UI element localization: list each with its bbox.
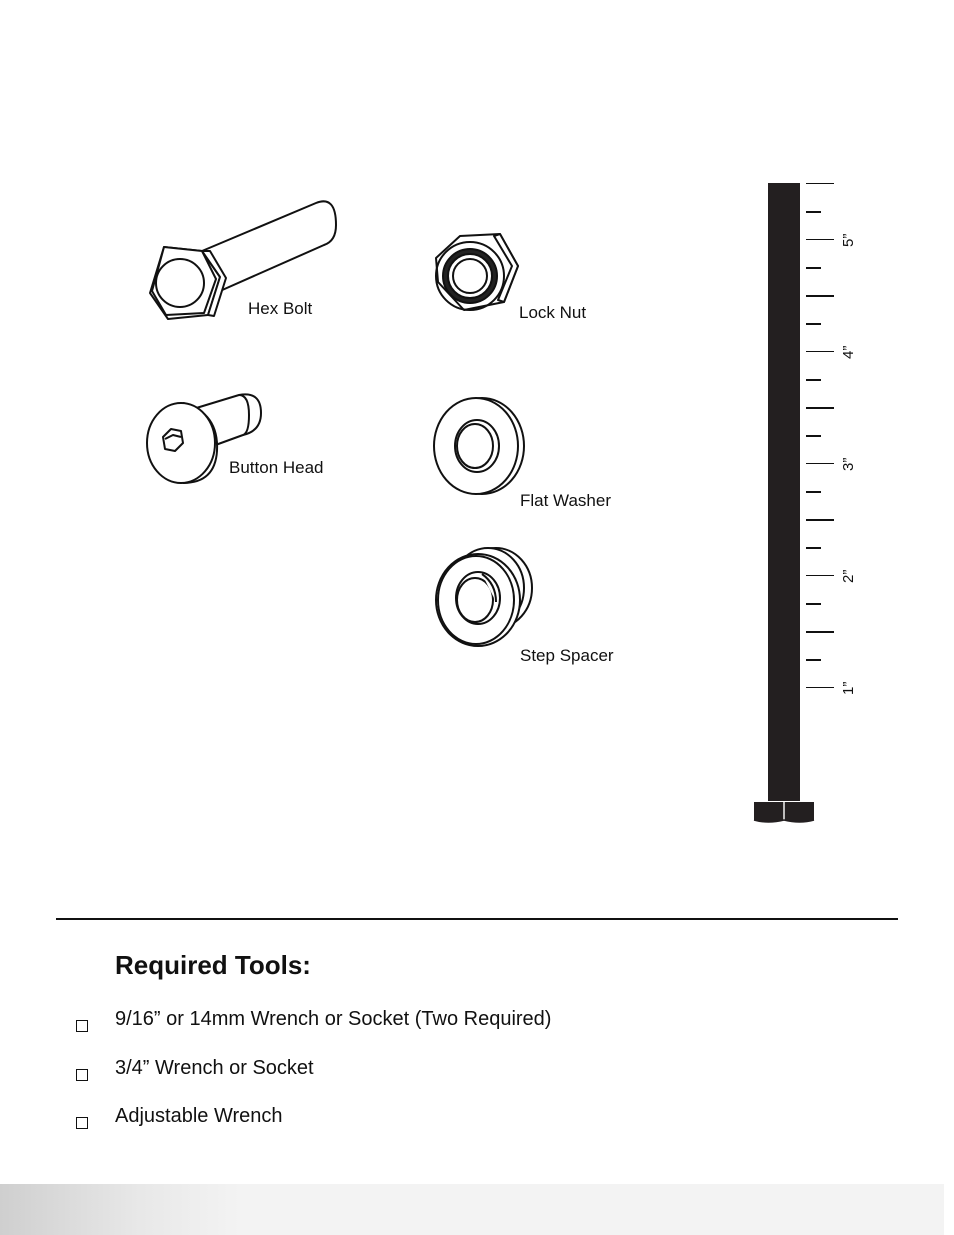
ruler-label-5in: 5” (840, 233, 857, 247)
ruler-tick (806, 379, 821, 381)
lock-nut-icon (432, 232, 524, 314)
tool-checkbox[interactable] (76, 1069, 88, 1081)
ruler-label-1in: 1” (840, 681, 857, 695)
ruler-tick (806, 631, 834, 633)
hex-bolt-label: Hex Bolt (248, 299, 313, 318)
tool-item (76, 1057, 314, 1081)
ruler-tick (806, 267, 821, 269)
flat-washer-icon (430, 396, 530, 500)
ruler-tick (806, 295, 834, 297)
ruler-tick (806, 547, 821, 549)
tool-item-label: 9/16” or 14mm Wrench or Socket (Two Required) (115, 1008, 552, 1030)
ruler-tick (806, 519, 834, 521)
tool-item-label: Adjustable Wrench (115, 1105, 283, 1127)
ruler-tick (806, 323, 821, 325)
ruler-bar (768, 183, 800, 801)
ruler-tick (806, 687, 834, 688)
tool-item-label: 3/4” Wrench or Socket (115, 1057, 314, 1079)
tool-item (76, 1008, 552, 1032)
ruler-label-3in: 3” (840, 457, 857, 471)
step-spacer-icon (432, 544, 538, 648)
ruler-bolt-head-icon (752, 800, 816, 826)
ruler-tick (806, 603, 821, 605)
tool-item (76, 1105, 283, 1129)
ruler-tick (806, 435, 821, 437)
ruler-tick (806, 211, 821, 213)
ruler-tick (806, 575, 834, 576)
ruler-tick (806, 407, 834, 409)
section-divider (56, 918, 898, 920)
step-spacer-label: Step Spacer (520, 646, 614, 665)
ruler-tick (806, 463, 834, 464)
ruler-tick (806, 659, 821, 661)
ruler-tick (806, 491, 821, 493)
tool-checkbox[interactable] (76, 1020, 88, 1032)
button-head-label: Button Head (229, 458, 324, 477)
hex-bolt-icon (140, 195, 350, 330)
ruler-tick (806, 351, 834, 352)
footer-bar (0, 1184, 944, 1235)
ruler-tick (806, 183, 834, 184)
tool-checkbox[interactable] (76, 1117, 88, 1129)
lock-nut-label: Lock Nut (519, 303, 587, 322)
ruler-label-4in: 4” (840, 345, 857, 359)
flat-washer-label: Flat Washer (520, 491, 612, 510)
ruler-label-2in: 2” (840, 569, 857, 583)
tools-title: Required Tools: (115, 950, 311, 980)
ruler-tick (806, 239, 834, 240)
